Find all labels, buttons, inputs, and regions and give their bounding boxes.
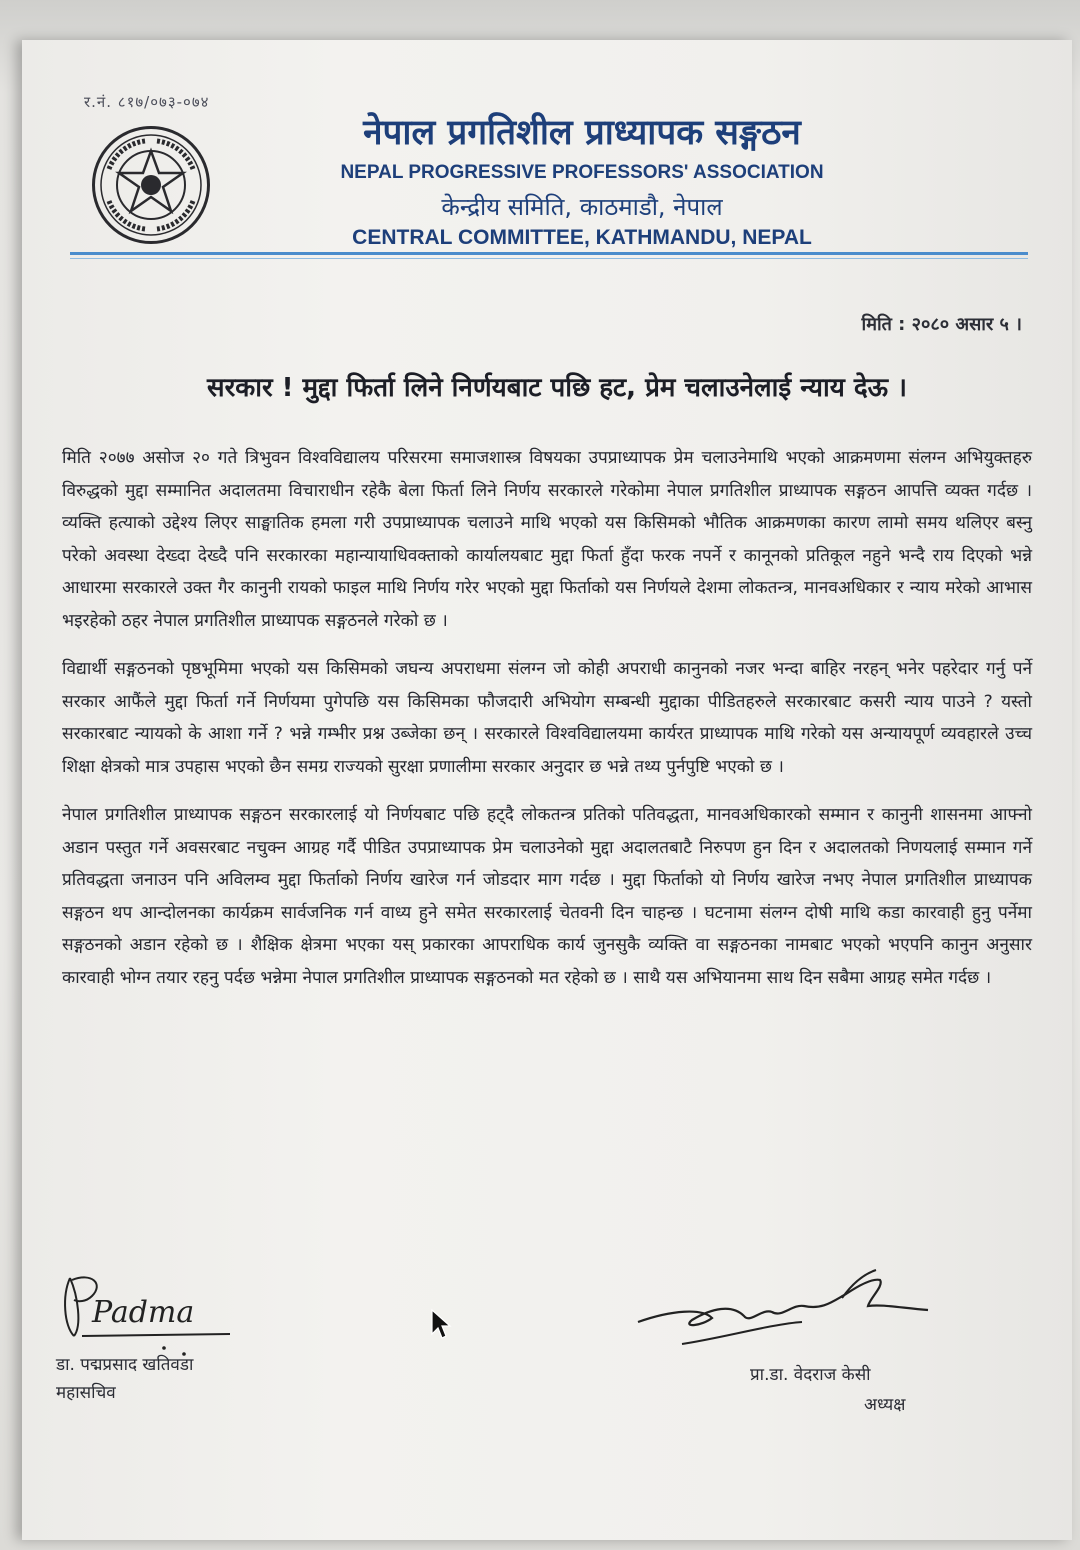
committee-english: CENTRAL COMMITTEE, KATHMANDU, NEPAL	[352, 226, 812, 249]
mouse-pointer-icon	[430, 1308, 452, 1344]
committee-nepali: केन्द्रीय समिति, काठमाडौ, नेपाल	[441, 193, 723, 221]
org-name-english: NEPAL PROGRESSIVE PROFESSORS' ASSOCIATION	[340, 162, 824, 183]
press-release-title: सरकार ! मुद्दा फिर्ता लिने निर्णयबाट पछि हट, प्रेम चलाउनेलाई न्याय देऊ ।	[207, 373, 907, 403]
signatory-right-role: अध्यक्ष	[864, 1395, 906, 1415]
signatory-left-name: डा. पद्मप्रसाद खतिवडा	[56, 1355, 194, 1375]
organization-seal-icon	[92, 126, 210, 244]
letter-page	[22, 40, 1072, 1540]
signatory-right-name: प्रा.डा. वेदराज केसी	[750, 1365, 871, 1385]
signatory-left-role: महासचिव	[56, 1383, 116, 1403]
letter-date: मिति : २०८० असार ५ ।	[861, 314, 1022, 335]
body-paragraph: नेपाल प्रगतिशील प्राध्यापक सङ्गठन सरकारलाई यो निर्णयबाट पछि हट्दै लोकतन्त्र प्रतिको पतिवद्धता, मानवअधिकारको सम्मान र कानुनी शासनमा आफ्नो अडान पस्तुत गर्ने अवसरबाट नचुक्न आग्रह गर्दै पीडित उपप्राध्यापक प्रेम चलाउनेको मुद्दा अदालतबाटै निरुपण हुन दिन र अदालतको निणयलाई सम्मान गर्ने प्रतिवद्धता जनाउन पनि अविलम्व मुद्दा फिर्ताको निर्णय खारेज गर्न जोडदार माग गर्दछ । मुद्दा फिर्ताको यो निर्णय खारेज नभए नेपाल प्रगतिशील प्राध्यापक सङ्गठन थप आन्दोलनका कार्यक्रम सार्वजनिक गर्न वाध्य हुने समेत सरकारलाई चेतवनी दिन चाहन्छ । घटनामा संलग्न दोषी माथि कडा कारवाही हुनु पर्नेमा सङ्गठनको अडान रहेको छ । शैक्षिक क्षेत्रमा भएका यस् प्रकारका आपराधिक कार्य जुनसुकै व्यक्ति वा सङ्गठनका नामबाट भएको भएपनि कानुन अनुसार कारवाही भोग्न तयार रहनु पर्दछ भन्नेमा नेपाल प्रगतिशील प्राध्यापक सङ्गठनको मत रहेको छ । साथै यस अभियानमा साथ दिन सबैमा आग्रह समेत गर्दछ ।	[62, 805, 1032, 988]
signature-left	[52, 1266, 232, 1361]
body-paragraph: विद्यार्थी सङ्गठनको पृष्ठभूमिमा भएको यस किसिमको जघन्य अपराधमा संलग्न जो कोही अपराधी कानुनको नजर भन्दा बाहिर नरहन् भनेर पहरेदार गर्नु पर्ने सरकार आफैंले मुद्दा फिर्ता गर्ने निर्णयमा पुगेपछि यस किसिमका फौजदारी अभियोग सम्बन्धी मुद्दाका पीडितहरुले सरकारबाट कसरी न्याय पाउने ? यस्तो सरकारबाट न्यायको के आशा गर्ने ? भन्ने गम्भीर प्रश्न उब्जेका छन् । सरकारले विश्वविद्यालयमा कार्यरत प्राध्यापक माथि गरेको यस अन्यायपूर्ण व्यवहारले उच्च शिक्षा क्षेत्रको मात्र उपहास भएको छैन समग्र राज्यको सुरक्षा प्रणालीमा सरकार अनुदार छ भन्ने तथ्य पुर्नपुष्टि भएको छ ।	[62, 659, 1032, 777]
signature-right	[632, 1264, 932, 1364]
reference-number: र.नं. ८१७/०७३-०७४	[84, 93, 210, 111]
header-divider-thin	[70, 258, 1028, 259]
body-paragraph: मिति २०७७ असोज २० गते त्रिभुवन विश्वविद्यालय परिसरमा समाजशास्त्र विषयका उपप्राध्यापक प्रेम चलाउनेमाथि भएको आक्रमणमा संलग्न अभियुक्तहरु विरुद्धको मुद्दा सम्मानित अदालतमा विचाराधीन रहेकै बेला फिर्ता लिने निर्णय सरकारले गरेकोमा नेपाल प्रगतिशील प्राध्यापक सङ्गठन आपत्ति व्यक्त गर्दछ । व्यक्ति हत्याको उद्देश्य लिएर साङ्घातिक हमला गरी उपप्राध्यापक चलाउने माथि भएको यस किसिमको भौतिक आक्रमणका कारण लामो समय थलिएर बस्नु परेको अवस्था देख्दा देख्दै पनि सरकारका महान्यायाधिवक्ताको कार्यालयबाट मुद्दा फिर्ता हुँदा फरक नपर्ने र कानूनको प्रतिकूल नहुने भन्दै राय दिएको भन्ने आधारमा सरकारले उक्त गैर कानुनी रायको फाइल माथि निर्णय गरेर भएको मुद्दा फिर्ताको यस निर्णयले देशमा लोकतन्त्र, मानवअधिकार र न्याय मरेको आभास भइरहेको ठहर नेपाल प्रगतिशील प्राध्यापक सङ्गठनले गरेको छ ।	[62, 448, 1032, 631]
letter-body	[62, 442, 1032, 1010]
org-name-nepali: नेपाल प्रगतिशील प्राध्यापक सङ्गठन	[363, 113, 801, 153]
signature-left-text: Padma	[92, 1295, 195, 1330]
header-divider	[70, 252, 1028, 255]
